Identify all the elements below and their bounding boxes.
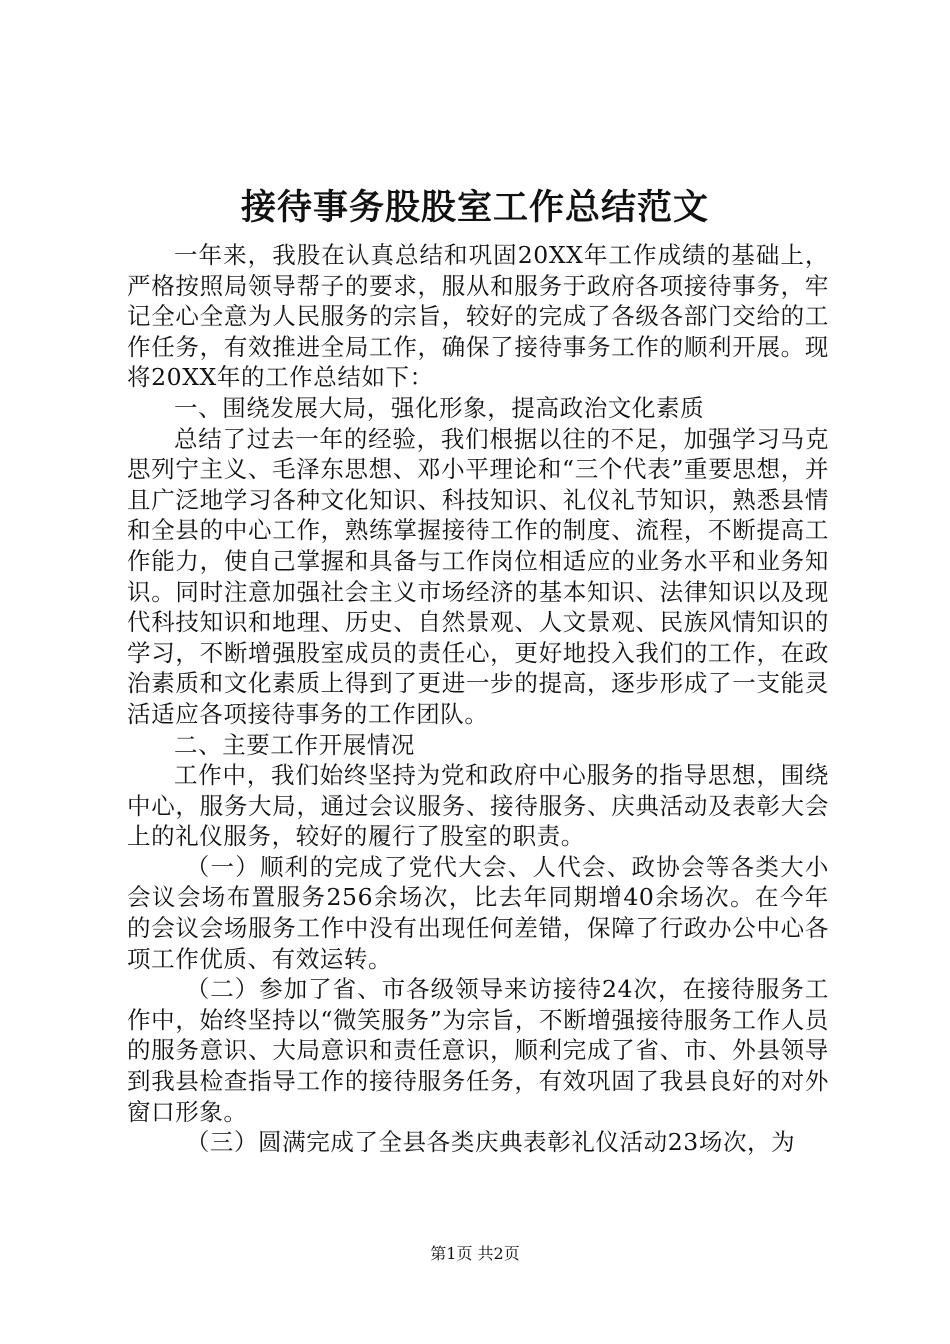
section-heading-1: 一、围绕发展大局，强化形象，提高政治文化素质 [174,393,705,422]
document-title: 接待事务股股室工作总结范文 [240,187,709,228]
sub-item-3: （三）圆满完成了全县各类庆典表彰礼仪活动23场次，为 [185,1128,796,1157]
section-1-paragraph: 总结了过去一年的经验，我们根据以往的不足，加强学习马克思列宁主义、毛泽东思想、邓小平理论和“三个代表”重要思想，并且广泛地学习各种文化知识、科技知识、礼仪礼节知识，熟悉县情和全县的中心工作，熟练掌握接待工作的制度、流程，不断提高工作能力，使自己掌握和具备与工作岗位相适应的业务水平和业务知识。同时注意加强社会主义市场经济的基本知识、法律知识以及现代科技知识和地理、历史、自然景观、人文景观、民族风情知识的学习，不断增强股室成员的责任心，更好地投入我们的工作，在政治素质和文化素质上得到了更进一步的提高，逐步形成了一支能灵活适应各项接待事务的工作团队。 [127,424,829,728]
sub-item-1: （一）顺利的完成了党代大会、人代会、政协会等各类大小会议会场布置服务256余场次，比去年同期增40余场次。在今年的会议会场服务工作中没有出现任何差错，保障了行政办公中心各项工作优质、有效运转。 [127,852,829,973]
section-heading-2: 二、主要工作开展情况 [174,730,415,759]
document-body [127,240,829,1158]
section-2-paragraph: 工作中，我们始终坚持为党和政府中心服务的指导思想，围绕中心，服务大局，通过会议服务、接待服务、庆典活动及表彰大会上的礼仪服务，较好的履行了股室的职责。 [127,761,829,851]
sub-item-2: （二）参加了省、市各级领导来访接待24次，在接待服务工作中，始终坚持以“微笑服务”为宗旨，不断增强接待服务工作人员的服务意识、大局意识和责任意识，顺利完成了省、市、外县领导到我县检查指导工作的接待服务任务，有效巩固了我县良好的对外窗口形象。 [127,975,829,1126]
page-number: 第1页 共2页 [430,1244,520,1263]
intro-paragraph: 一年来，我股在认真总结和巩固20XX年工作成绩的基础上，严格按照局领导帮子的要求，服从和服务于政府各项接待事务，牢记全心全意为人民服务的宗旨，较好的完成了各级各部门交给的工作任务，有效推进全局工作，确保了接待事务工作的顺利开展。现将20XX年的工作总结如下： [127,241,829,392]
